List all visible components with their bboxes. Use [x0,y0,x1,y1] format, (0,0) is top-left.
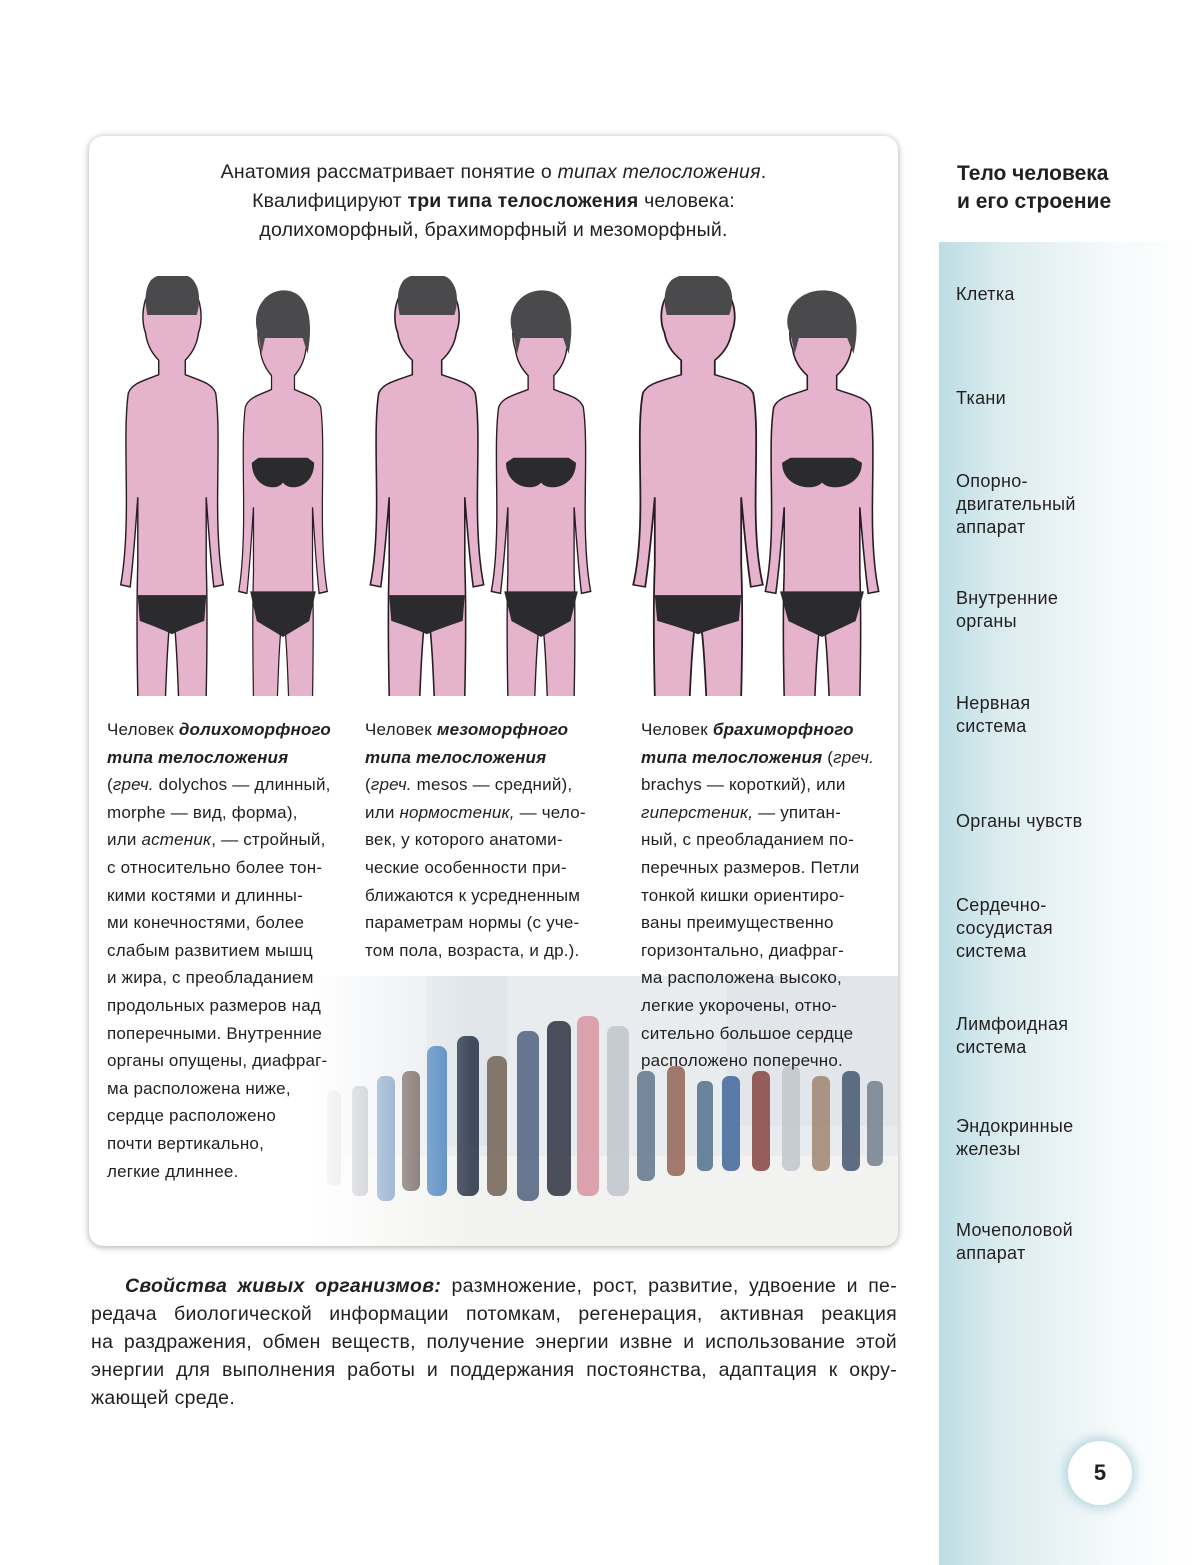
dolichomorph-male-figure [121,276,224,696]
mesomorph-female-figure [491,290,590,696]
sidebar-item-lymphoid[interactable]: Лимфоидная система [956,1014,1069,1057]
dolichomorph-description: Человек долихоморфного типа телосложения (греч. dolychos — длинный, morphe — вид, форма), или астеник, — стройный, с относительно более тон- кими костями и длинны- ми конечностями, более слабым развитием мышц и жира, с преобладанием продольных размеров над поперечными. Внутренние органы опущены, диафраг- ма расположена ниже, сердце расположено почти вертикально, легкие длиннее. [107,720,331,1181]
brachymorph-female-figure [765,290,878,696]
sidebar-item-cell[interactable]: Клетка [956,284,1015,304]
living-organisms-properties: Свойства живых организмов: размножение, рост, развитие, удвоение и пе- редача биологической информации потомкам, регенерация, активная реакция на раздражения, обмен веществ, получение энергии извне и использование этой энергии для выполнения работы и поддержания постоянства, адаптация к окру- жающей среде. [91,1275,897,1409]
sidebar-item-urogenital[interactable]: Мочеполовой аппарат [956,1220,1074,1263]
sidebar-item-musculoskeletal[interactable]: Опорно- двигательный аппарат [956,471,1076,537]
brachymorph-male-figure [633,276,763,696]
sidebar-item-nervous-system[interactable]: Нервная система [956,693,1031,736]
mesomorph-male-figure [370,276,483,696]
dolichomorph-female-figure [239,290,328,696]
chapter-sidebar [939,242,1193,1565]
brachymorph-description: Человек брахиморфного типа телосложения (греч. brachys — короткий), или гиперстеник, — упитан- ный, с преобладанием по- перечных размеров. Петли тонкой кишки ориентиро- ваны преимущественно горизонтально, диафраг- ма расположена высоко, легкие укорочены, отно- сительно большое сердце расположено поперечно. [641,720,875,1071]
mesomorph-description: Человек мезоморфного типа телосложения (греч. mesos — средний), или нормостеник, — чело- век, у которого анатоми- ческие особенности при- ближаются к усредненным параметрам нормы (с уче- том пола, возраста, и др.). [365,720,586,960]
sidebar-item-cardiovascular[interactable]: Сердечно- сосудистая система [956,895,1053,961]
intro-text: Анатомия рассматривает понятие о типах телосложения. Квалифицируют три типа телосложения человека: долихоморфный, брахиморфный и мезоморфный. [220,161,767,241]
body-types-illustration [89,276,898,696]
body-types-card [89,136,898,1246]
sidebar-item-sense-organs[interactable]: Органы чувств [956,811,1083,831]
sidebar-title: Тело человека и его строение [957,162,1112,213]
page-number: 5 [1068,1441,1132,1505]
sidebar-item-internal-organs[interactable]: Внутренние органы [956,588,1059,631]
sidebar-item-tissues[interactable]: Ткани [956,388,1006,408]
sidebar-item-endocrine[interactable]: Эндокринные железы [956,1116,1074,1159]
